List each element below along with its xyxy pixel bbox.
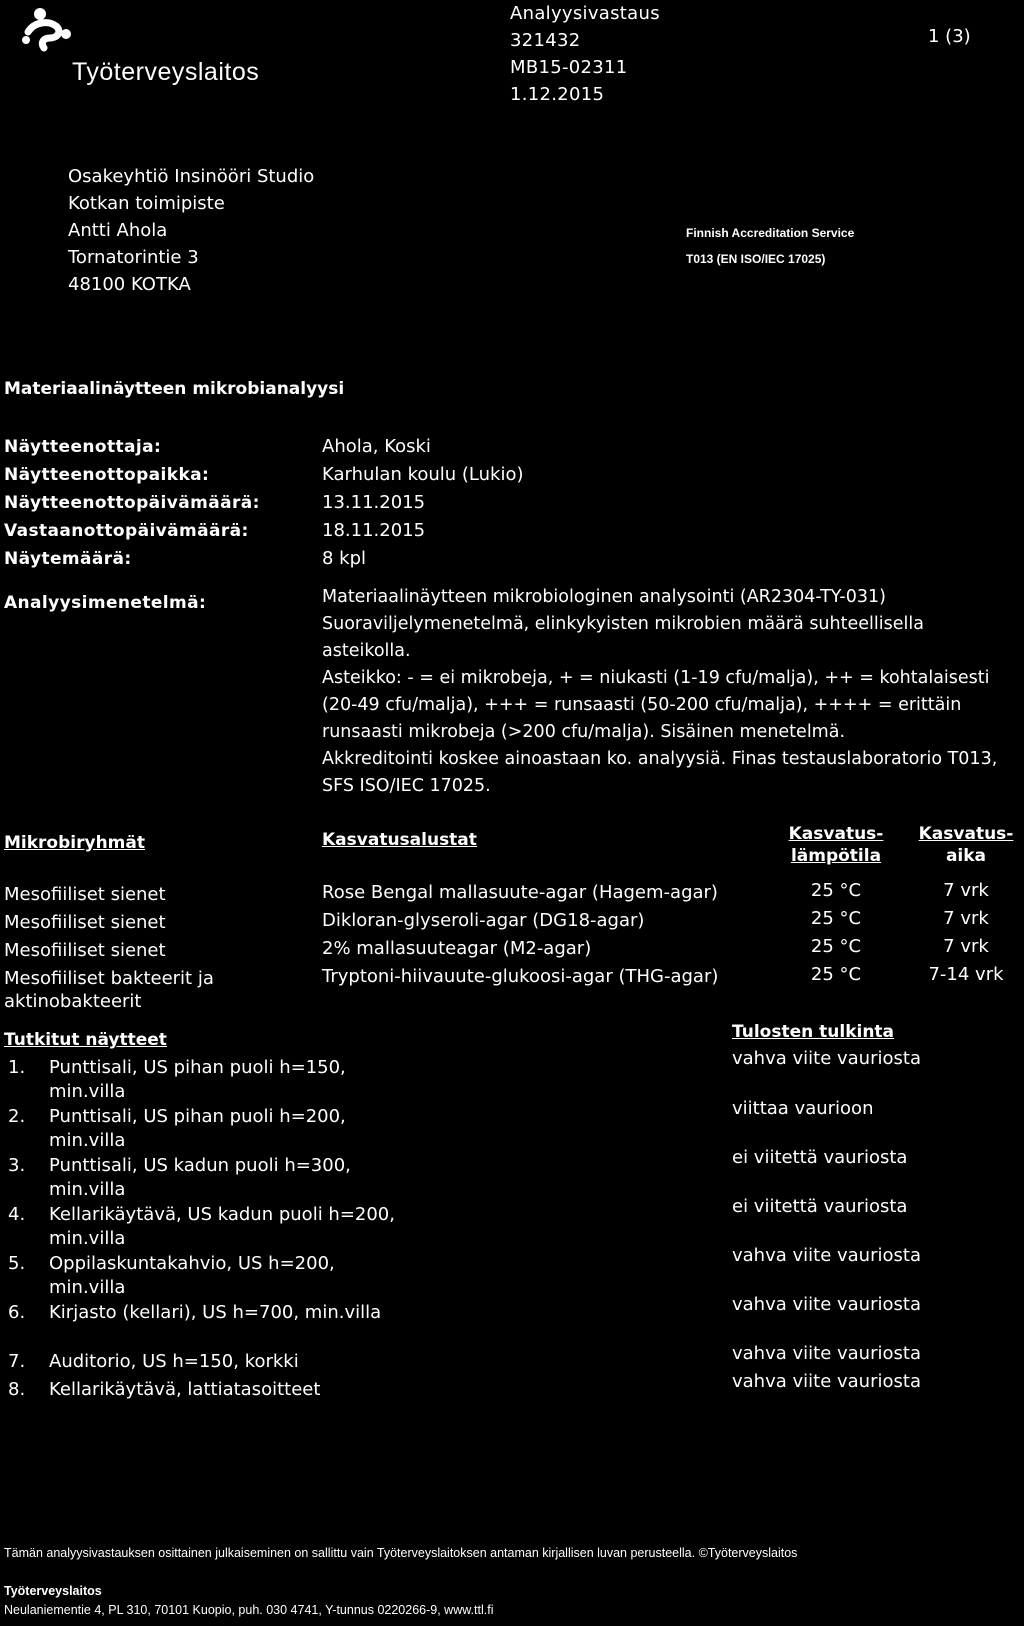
- table-cell-temp: 25 °C: [810, 964, 862, 985]
- ref-code: MB15-02311: [510, 57, 628, 78]
- table-cell-group: Mesofiiliset bakteerit ja aktinobakteerit: [4, 968, 214, 1012]
- meta-label-received-date: Vastaanottopäivämäärä:: [4, 521, 249, 541]
- table-cell-temp: 25 °C: [810, 908, 862, 929]
- sample-description: Kirjasto (kellari), US h=700, min.villa: [49, 1302, 382, 1323]
- meta-value-sample-count: 8 kpl: [322, 548, 367, 569]
- recipient-company: Osakeyhtiö Insinööri Studio: [68, 166, 315, 187]
- table-cell-medium: 2% mallasuuteagar (M2-agar): [322, 938, 592, 959]
- sample-number: 4.: [8, 1204, 26, 1225]
- footer-org-name: Työterveyslaitos: [4, 1584, 102, 1598]
- col-header-temp-2: lämpötila: [790, 846, 882, 866]
- sample-description: Punttisali, US pihan puoli h=150, min.villa: [49, 1057, 346, 1102]
- accreditation-line2: T013 (EN ISO/IEC 17025): [686, 252, 826, 266]
- sample-interpretation: vahva viite vauriosta: [732, 1245, 921, 1266]
- table-cell-temp: 25 °C: [810, 936, 862, 957]
- meta-value-received-date: 18.11.2015: [322, 520, 426, 541]
- sample-description: Kellarikäytävä, US kadun puoli h=200, min.villa: [49, 1204, 395, 1249]
- table-cell-time: 7 vrk: [943, 908, 989, 929]
- page-title: Materiaalinäytteen mikrobianalyysi: [4, 379, 345, 399]
- recipient-city: 48100 KOTKA: [68, 274, 191, 295]
- meta-value-sampler: Ahola, Koski: [322, 436, 431, 457]
- scale-paragraph: Asteikko: - = ei mikrobeja, + = niukasti (1-19 cfu/malja), ++ = kohtalaisesti (20-49 cfu/malja), +++ = runsaasti (50-200 cfu/malja), ++++ = erittäin runsaasti mikrobeja (>200 cfu/malja). Sisäinen menetelmä.: [322, 668, 990, 742]
- accreditation-paragraph: Akkreditointi koskee ainoastaan ko. analyysiä. Finas testauslaboratorio T013, SFS ISO/IEC 17025.: [322, 749, 998, 796]
- col-header-groups: Mikrobiryhmät: [4, 833, 145, 853]
- col-header-time-2: aika: [945, 846, 987, 866]
- publication-disclaimer: Tämän analyysivastauksen osittainen julkaiseminen on sallittu vain Työterveyslaitoksen antaman kirjallisen luvan perusteella. ©Työterveyslaitos: [4, 1546, 798, 1560]
- method-paragraph: Materiaalinäytteen mikrobiologinen analysointi (AR2304-TY-031) Suoraviljelymenetelmä, elinkykyisten mikrobien määrä suhteellisella asteikolla.: [322, 587, 924, 661]
- page-number: 1 (3): [928, 26, 971, 47]
- accreditation-mark: [686, 220, 854, 272]
- doc-type: Analyysivastaus: [510, 3, 660, 24]
- table-cell-medium: Dikloran-glyseroli-agar (DG18-agar): [322, 910, 645, 931]
- doc-number: 321432: [510, 30, 581, 51]
- sample-description: Punttisali, US pihan puoli h=200, min.villa: [49, 1106, 346, 1151]
- table-cell-time: 7 vrk: [943, 880, 989, 901]
- sample-number: 8.: [8, 1379, 26, 1400]
- org-logo-text: Työterveyslaitos: [72, 58, 260, 86]
- col-header-temp-1: Kasvatus-: [788, 824, 884, 844]
- sample-interpretation: vahva viite vauriosta: [732, 1371, 921, 1392]
- table-cell-group: Mesofiiliset sienet: [4, 884, 166, 905]
- meta-value-sample-date: 13.11.2015: [322, 492, 426, 513]
- sample-number: 1.: [8, 1057, 26, 1078]
- table-cell-group: Mesofiiliset sienet: [4, 940, 166, 961]
- table-cell-time: 7-14 vrk: [928, 964, 1004, 985]
- sample-interpretation: ei viitettä vauriosta: [732, 1147, 908, 1168]
- sample-number: 7.: [8, 1351, 26, 1372]
- sample-description: Kellarikäytävä, lattiatasoitteet: [49, 1379, 321, 1400]
- sample-description: Auditorio, US h=150, korkki: [49, 1351, 299, 1372]
- recipient-office: Kotkan toimipiste: [68, 193, 225, 214]
- meta-label-location: Näytteenottopaikka:: [4, 465, 210, 485]
- table-cell-group: Mesofiiliset sienet: [4, 912, 166, 933]
- sample-interpretation: vahva viite vauriosta: [732, 1294, 921, 1315]
- sample-interpretation: vahva viite vauriosta: [732, 1343, 921, 1364]
- sample-interpretation: ei viitettä vauriosta: [732, 1196, 908, 1217]
- doc-date: 1.12.2015: [510, 84, 605, 105]
- table-cell-medium: Tryptoni-hiivauute-glukoosi-agar (THG-agar): [322, 966, 719, 987]
- sample-interpretation: vahva viite vauriosta: [732, 1048, 921, 1069]
- samples-heading: Tutkitut näytteet: [4, 1030, 167, 1050]
- recipient-person: Antti Ahola: [68, 220, 168, 241]
- interpretation-heading: Tulosten tulkinta: [732, 1022, 895, 1042]
- method-description: [322, 584, 1002, 800]
- sample-number: 6.: [8, 1302, 26, 1323]
- recipient-address: [68, 163, 314, 298]
- sample-number: 5.: [8, 1253, 26, 1274]
- meta-label-sample-count: Näytemäärä:: [4, 549, 132, 569]
- meta-label-sampler: Näytteenottaja:: [4, 437, 162, 457]
- method-label: Analyysimenetelmä:: [4, 593, 207, 613]
- recipient-street: Tornatorintie 3: [68, 247, 199, 268]
- accreditation-line1: Finnish Accreditation Service: [686, 226, 855, 240]
- sample-interpretation: viittaa vaurioon: [732, 1098, 874, 1119]
- ttl-logo-icon: [18, 4, 76, 56]
- col-header-time-1: Kasvatus-: [918, 824, 1014, 844]
- meta-label-sample-date: Näytteenottopäivämäärä:: [4, 493, 260, 513]
- sample-description: Punttisali, US kadun puoli h=300, min.villa: [49, 1155, 351, 1200]
- table-cell-temp: 25 °C: [810, 880, 862, 901]
- table-cell-medium: Rose Bengal mallasuute-agar (Hagem-agar): [322, 882, 718, 903]
- footer-address: Neulaniementie 4, PL 310, 70101 Kuopio, puh. 030 4741, Y-tunnus 0220266-9, www.ttl.fi: [4, 1603, 494, 1617]
- col-header-media: Kasvatusalustat: [322, 830, 477, 850]
- sample-number: 3.: [8, 1155, 26, 1176]
- sample-number: 2.: [8, 1106, 26, 1127]
- table-cell-time: 7 vrk: [943, 936, 989, 957]
- sample-description: Oppilaskuntakahvio, US h=200, min.villa: [49, 1253, 335, 1298]
- meta-value-location: Karhulan koulu (Lukio): [322, 464, 524, 485]
